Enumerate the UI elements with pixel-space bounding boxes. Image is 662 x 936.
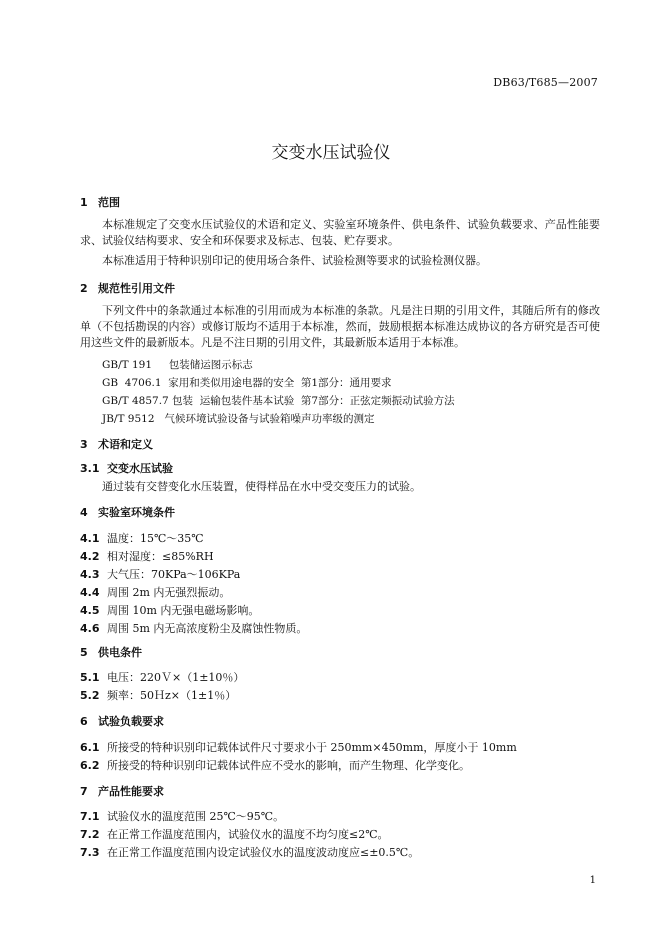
list-item	[80, 602, 259, 618]
section-2-paragraph: 下列文件中的条款通过本标准的引用而成为本标准的条款。凡是注日期的引用文件，其随后所有的修改单（不包括勘误的内容）或修订版均不适用于本标准，然而，鼓励根据本标准达成协议的各方研究是否可使用这些文件的最新版本。凡是不注日期的引用文件，其最新版本适用于本标准。	[80, 304, 600, 349]
item-number: 4.6	[80, 622, 100, 635]
list-item	[80, 844, 419, 860]
item-text: 所接受的特种识别印记载体试件尺寸要求小于 250mm×450mm，厚度小于 10mm	[107, 741, 517, 754]
section-number: 3	[80, 438, 88, 451]
section-7-heading	[80, 783, 164, 799]
list-item	[80, 739, 517, 755]
section-title: 实验室环境条件	[98, 506, 175, 519]
reference-item: JB/T 9512 气候环境试验设备与试验箱噪声功率级的测定	[102, 413, 375, 425]
section-title: 术语和定义	[98, 438, 153, 451]
section-title: 试验负载要求	[98, 715, 164, 728]
item-number: 6.1	[80, 741, 100, 754]
list-item	[80, 687, 236, 703]
document-code: DB63/T685—2007	[493, 76, 598, 89]
reference-item: GB/T 4857.7 包装 运输包装件基本试验 第7部分：正弦定频振动试验方法	[102, 395, 455, 407]
item-text: 在正常工作温度范围内，试验仪水的温度不均匀度≤2℃。	[107, 828, 389, 841]
item-text: 周围 5m 内无高浓度粉尘及腐蚀性物质。	[107, 622, 308, 635]
section-number: 6	[80, 715, 88, 728]
item-text: 电压：220Ｖ×（1±10％）	[107, 671, 245, 684]
item-number: 5.1	[80, 671, 100, 684]
section-title: 产品性能要求	[98, 785, 164, 798]
definition-paragraph: 通过装有交替变化水压装置，使得样品在水中受交变压力的试验。	[102, 480, 421, 493]
section-number: 4	[80, 506, 88, 519]
section-2-heading	[80, 280, 175, 296]
list-item	[80, 826, 389, 842]
item-text: 在正常工作温度范围内设定试验仪水的温度波动度应≤±0.5℃。	[107, 846, 420, 859]
subsection-3-1	[80, 460, 173, 476]
section-title: 范围	[98, 196, 120, 209]
page-number: 1	[589, 875, 596, 886]
item-number: 7.2	[80, 828, 100, 841]
list-item	[80, 566, 240, 582]
section-3-heading	[80, 436, 153, 452]
section-number: 7	[80, 785, 88, 798]
item-number: 4.4	[80, 586, 100, 599]
subsection-title: 交变水压试验	[107, 462, 173, 475]
subsection-number: 3.1	[80, 462, 100, 475]
item-number: 5.2	[80, 689, 100, 702]
item-text: 试验仪水的温度范围 25℃～95℃。	[107, 810, 285, 823]
section-4-heading	[80, 504, 175, 520]
list-item	[80, 669, 244, 685]
item-text: 温度：15℃～35℃	[107, 532, 204, 545]
item-number: 4.3	[80, 568, 100, 581]
section-number: 5	[80, 646, 88, 659]
section-number: 2	[80, 282, 88, 295]
section-title: 供电条件	[98, 646, 142, 659]
item-text: 大气压：70KPa～106KPa	[107, 568, 241, 581]
section-1-heading	[80, 194, 120, 210]
section-5-heading	[80, 644, 142, 660]
item-number: 4.2	[80, 550, 100, 563]
section-title: 规范性引用文件	[98, 282, 175, 295]
item-text: 所接受的特种识别印记载体试件应不受水的影响，而产生物理、化学变化。	[107, 759, 470, 772]
item-text: 周围 10m 内无强电磁场影响。	[107, 604, 260, 617]
item-number: 7.3	[80, 846, 100, 859]
item-text: 周围 2m 内无强烈振动。	[107, 586, 231, 599]
list-item	[80, 808, 284, 824]
document-title: 交变水压试验仪	[271, 143, 391, 163]
item-number: 7.1	[80, 810, 100, 823]
item-text: 相对湿度：≤85%RH	[107, 550, 214, 563]
item-number: 4.1	[80, 532, 100, 545]
list-item	[80, 757, 470, 773]
reference-item: GB 4706.1 家用和类似用途电器的安全 第1部分：通用要求	[102, 377, 392, 389]
item-number: 6.2	[80, 759, 100, 772]
section-1-paragraph-2: 本标准适用于特种识别印记的使用场合条件、试验检测等要求的试验检测仪器。	[102, 254, 487, 267]
list-item	[80, 530, 204, 546]
list-item	[80, 620, 307, 636]
item-text: 频率：50Ｈz×（1±1％）	[107, 689, 237, 702]
list-item	[80, 548, 214, 564]
section-1-paragraph-1: 本标准规定了交变水压试验仪的术语和定义、实验室环境条件、供电条件、试验负载要求、产品性能要求、试验仪结构要求、安全和环保要求及标志、包装、贮存要求。	[80, 218, 600, 247]
item-number: 4.5	[80, 604, 100, 617]
section-6-heading	[80, 713, 164, 729]
list-item	[80, 584, 230, 600]
section-number: 1	[80, 196, 88, 209]
reference-item: GB/T 191 包装储运图示标志	[102, 359, 253, 371]
